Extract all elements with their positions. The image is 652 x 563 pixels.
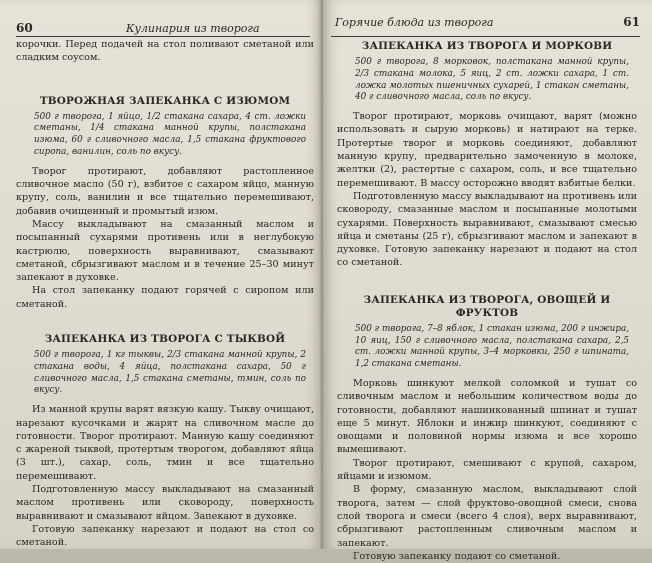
ingredients-pumpkin-casserole: 500 г творога, 1 кг тыквы, 2/3 стакана манной крупы, 2 стакана воды, 4 яйца, полстакана сахара, 50 г сливочного масла, 1,5 стакана сметаны, тмин, соль по вкусу. — [34, 350, 306, 396]
continued-paragraph: корочки. Перед подачей на стол поливают сметаной или сладким соусом. — [16, 39, 314, 64]
recipe-title-pumpkin-casserole: ЗАПЕКАНКА ИЗ ТВОРОГА С ТЫКВОЙ — [44, 333, 286, 346]
running-title-left: Кулинария из творога — [126, 22, 260, 35]
recipe-paragraph: Готовую запеканку нарезают и подают на стол со сметаной. — [16, 523, 314, 549]
recipe-paragraph: На стол запеканку подают горячей с сиропом или сметаной. — [16, 285, 314, 310]
page-number-right: 61 — [623, 15, 640, 29]
left-page — [0, 0, 322, 549]
recipe-paragraph: Из манной крупы варят вязкую кашу. Тыкву очищают, нарезают кусочками и жарят на сливочном масле до готовности. Творог протирают. Манную кашу соединяют с жареной тыквой, протертым творогом, добавляют яйца (3 шт.), сахар, соль, тмин и все тщательно перемешивают. — [16, 404, 314, 482]
right-page-column — [337, 40, 637, 563]
page-number-left: 60 — [16, 21, 33, 35]
recipe-title-raisin-casserole: ТВОРОЖНАЯ ЗАПЕКАНКА С ИЗЮМОМ — [39, 94, 291, 107]
running-title-right: Горячие блюда из творога — [335, 16, 494, 29]
left-page-column — [16, 38, 314, 550]
right-page — [323, 0, 652, 562]
recipe-paragraph: Массу выкладывают на смазанный маслом и посыпанный сухарями противень или в неглубокую кастрюлю, поверхность выравнивают, смазывают сметаной, сбрызгивают маслом и в течение 25–30 минут запекают в духовке. — [16, 218, 314, 284]
ingredients-carrot-casserole: 500 г творога, 8 морковок, полстакана манной крупы, 2/3 стакана молока, 5 яиц, 2 ст. ложки сахара, 1 ст. ложка молотых пшеничных сухарей, 1 стакан сметаны, 40 г сливочного масла, соль по вкусу. — [355, 57, 629, 103]
recipe-paragraph: Творог протирают, добавляют растопленное сливочное масло (50 г), взбитое с сахаром яйцо, манную крупу, соль, ванилин и все тщательно перемешивают, добавив очищенный и промытый изюм. — [16, 165, 314, 217]
recipe-paragraph: Творог протирают, смешивают с крупой, сахаром, яйцами и изюмом. — [337, 457, 637, 483]
running-header-left — [16, 22, 310, 37]
running-header-right — [331, 15, 640, 37]
recipe-paragraph: Готовую запеканку подают со сметаной. — [353, 550, 561, 562]
ingredients-raisin-casserole: 500 г творога, 1 яйцо, 1/2 стакана сахара, 4 ст. ложки сметаны, 1/4 стакана манной крупы, полстакана изюма, 60 г сливочного масла, 1,5 стакана фруктового сиропа, ванилин, соль по вкусу. — [34, 111, 306, 157]
recipe-paragraph: Морковь шинкуют мелкой соломкой и тушат со сливочным маслом и небольшим количеством воды до готовности, добавляют нашинкованный шпинат и тушат еще 5 минут. Яблоки и инжир шинкуют, соединяют с овощами и половиной нормы изюма и все хорошо вымешивают. — [337, 377, 637, 456]
recipe-title-carrot-casserole: ЗАПЕКАНКА ИЗ ТВОРОГА И МОРКОВИ — [361, 40, 613, 52]
recipe-paragraph: Творог протирают, морковь очищают, варят (можно использовать и сырую морковь) и натирают на терке. Протертые творог и морковь соединяют, добавляют манную крупу, предварительно замоченную в молоке, желтки (2), растертые с сахаром, соль, и все тщательно перемешивают. В массу осторожно вводят взбитые белки. — [337, 111, 637, 189]
recipe-paragraph: В форму, смазанную маслом, выкладывают слой творога, затем — слой фруктово-овощной смеси, снова слой творога и смеси (всего 4 слоя), верх выравнивают, сбрызгивают растопленным сливочным маслом и запекают. — [337, 484, 637, 549]
ingredients-vegetable-fruit-casserole: 500 г творога, 7–8 яблок, 1 стакан изюма, 200 г инжира, 10 яиц, 150 г сливочного масла, полстакана сахара, 2,5 ст. ложки манной крупы, 3–4 морковки, 250 г шпината, 1,2 стакана сметаны. — [355, 323, 629, 370]
recipe-paragraph: Подготовленную массу выкладывают на смазанный маслом противень или сковороду, поверхность выравнивают и смазывают яйцом. Запекают в духовке. — [16, 484, 314, 522]
recipe-paragraph: Подготовленную массу выкладывают на противень или сковороду, смазанные маслом и посыпанные молотыми сухарями. Поверхность выравнивают, смазывают смесью яйца и сметаны (25 г), сбрызгивают маслом и запекают в духовке. Готовую запеканку нарезают и подают на стол со сметаной. — [337, 190, 637, 269]
recipe-title-vegetable-fruit-casserole: ЗАПЕКАНКА ИЗ ТВОРОГА, ОВОЩЕЙ И ФРУКТОВ — [363, 293, 611, 319]
